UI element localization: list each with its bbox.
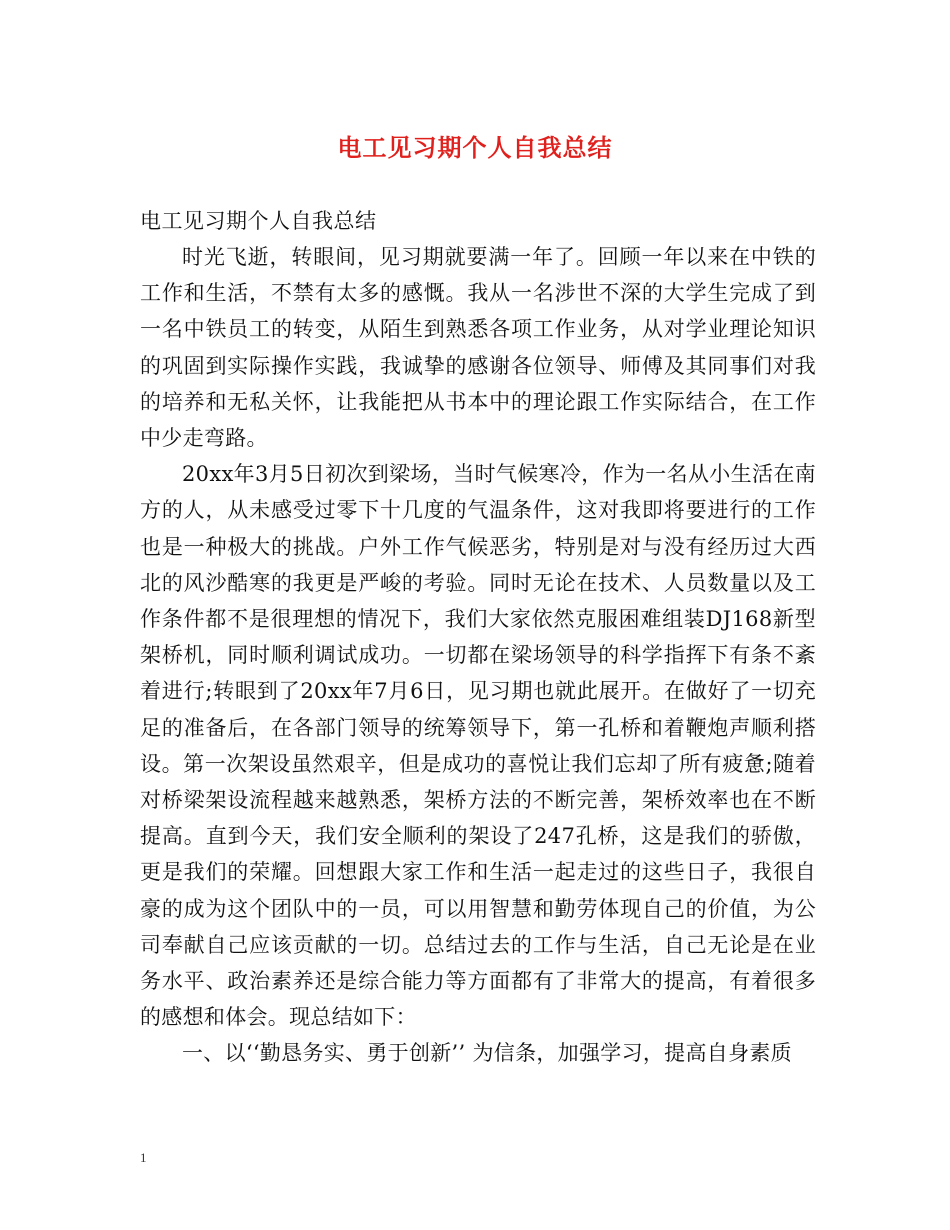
paragraph-experience: 20xx年3月5日初次到梁场，当时气候寒冷，作为一名从小生活在南方的人，从未感受过零下十几度的气温条件，这对我即将要进行的工作也是一种极大的挑战。户外工作气候恶劣，特别是对与没有经历过大西北的风沙酷寒的我更是严峻的考验。同时无论在技术、人员数量以及工作条件都不是很理想的情况下，我们大家依然克服困难组装DJ168新型架桥机，同时顺利调试成功。一切都在梁场领导的科学指挥下有条不紊着进行;转眼到了20xx年7月6日，见习期也就此展开。在做好了一切充足的准备后，在各部门领导的统筹领导下，第一孔桥和着鞭炮声顺利搭设。第一次架设虽然艰辛，但是成功的喜悦让我们忘却了所有疲惫;随着对桥梁架设流程越来越熟悉，架桥方法的不断完善，架桥效率也在不断提高。直到今天，我们安全顺利的架设了247孔桥，这是我们的骄傲，更是我们的荣耀。回想跟大家工作和生活一起走过的这些日子，我很自豪的成为这个团队中的一员，可以用智慧和勤劳体现自己的价值，为公司奉献自己应该贡献的一切。总结过去的工作与生活，自己无论是在业务水平、政治素养还是综合能力等方面都有了非常大的提高，有着很多的感想和体会。现总结如下： (140, 462, 816, 1030)
paragraph-intro: 时光飞逝，转眼间，见习期就要满一年了。回顾一年以来在中铁的工作和生活，不禁有太多的感慨。我从一名涉世不深的大学生完成了到一名中铁员工的转变，从陌生到熟悉各项工作业务，从对学业理论知识的巩固到实际操作实践，我诚挚的感谢各位领导、师傅及其同事们对我的培养和无私关怀，让我能把从书本中的理论跟工作实际结合，在工作中少走弯路。 (140, 245, 816, 451)
paragraph-section-heading: 一、以‘‘勤恳务实、勇于创新’’ 为信条，加强学习，提高自身素质 (182, 1041, 792, 1066)
document-subtitle: 电工见习期个人自我总结 (140, 209, 377, 233)
document-body (140, 203, 816, 1072)
document-title: 电工见习期个人自我总结 (337, 133, 613, 162)
page-number: 1 (140, 1150, 147, 1165)
